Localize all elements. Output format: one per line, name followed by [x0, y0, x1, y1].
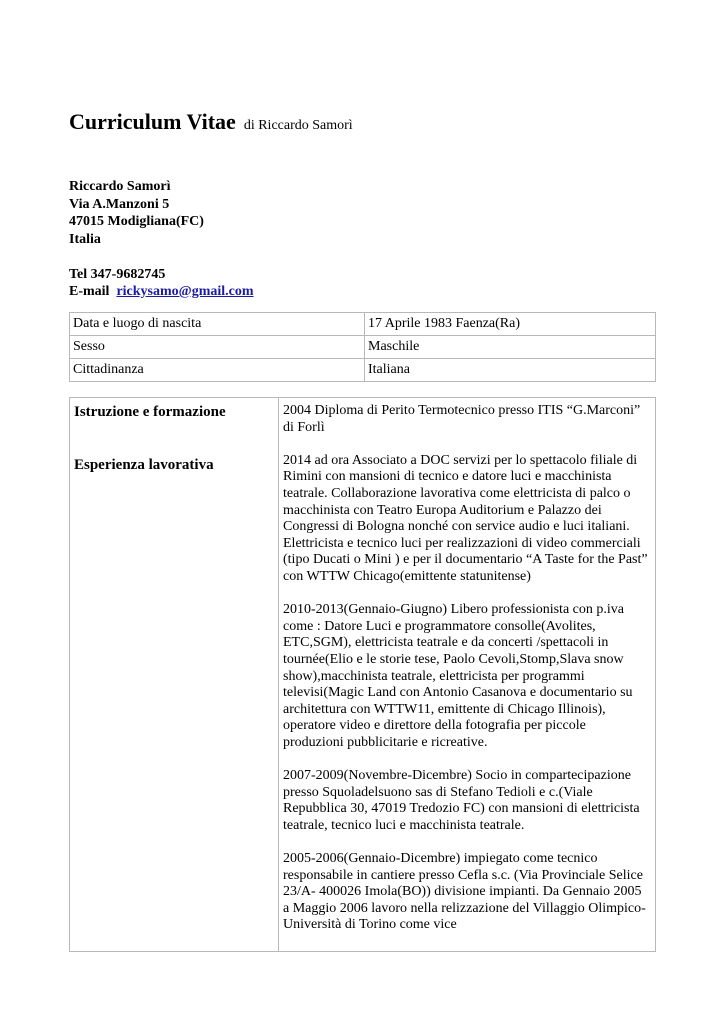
table-cell-value: 17 Aprile 1983 Faenza(Ra)	[365, 313, 656, 336]
education-experience-table	[69, 397, 656, 952]
document-title: Curriculum Vitae	[69, 109, 236, 134]
section-headings-cell	[70, 398, 279, 952]
entries-cell	[279, 398, 656, 952]
table-cell-value: Italiana	[365, 359, 656, 382]
table-cell-label: Cittadinanza	[70, 359, 365, 382]
experience-entry: 2010-2013(Gennaio-Giugno) Libero professionista con p.iva come : Datore Luci e programmatore consolle(Avolites, ETC,SGM), elettricista teatrale e da concerti /spettacoli in tournée(Elio e le storie tese, Paolo Cevoli,Stomp,Slava snow show),macchinista teatrale, elettricista per programmi televisi(Magic Land con Antonio Casanova e documentario su architettura con WTTW11, emittente di Chicago Illinois), operatore video e direttore della fotografia per piccole produzioni pubblicitarie e ricreative.	[283, 602, 633, 750]
contact-phone: Tel 347-9682745	[69, 266, 166, 282]
contact-block	[69, 178, 254, 301]
contact-country: Italia	[69, 231, 101, 247]
experience-entry: 2014 ad ora Associato a DOC servizi per lo spettacolo filiale di Rimini con mansioni di tecnico e datore luci e macchinista teatrale. Collaborazione lavorativa come elettricista di palco o macchinista con Teatro Europa Auditorium e Palazzo dei Congressi di Bologna nonché con service audio e luci italiani. Elettricista e tecnico luci per realizzazioni di video commerciali (tipo Ducati o Mini ) e per il documentario “A Taste for the Past” con WTTW Chicago(emittente statunitense)	[283, 452, 648, 584]
email-label: E-mail	[69, 284, 110, 299]
personal-info-table	[69, 312, 656, 382]
email-link[interactable]: rickysamo@gmail.com	[116, 284, 254, 299]
table-cell-value: Maschile	[365, 336, 656, 359]
experience-entry: 2005-2006(Gennaio-Dicembre) impiegato come tecnico responsabile in cantiere presso Cefla s.c. (Via Provinciale Selice 23/A- 400026 Imola(BO)) divisione impianti. Da Gennaio 2005 a Maggio 2006 lavoro nella relizzazione del Villaggio Olimpico-Università di Torino come vice	[283, 851, 646, 933]
table-row	[70, 336, 656, 359]
education-heading: Istruzione e formazione	[74, 404, 226, 420]
contact-city: 47015 Modigliana(FC)	[69, 214, 204, 229]
page-title	[69, 100, 353, 137]
contact-street: Via A.Manzoni 5	[69, 196, 170, 212]
education-entry: 2004 Diploma di Perito Termotecnico presso ITIS “G.Marconi” di Forlì	[283, 403, 641, 435]
spacer	[69, 248, 254, 266]
contact-name: Riccardo Samorì	[69, 179, 171, 194]
table-row	[70, 359, 656, 382]
table-cell-label: Sesso	[70, 336, 365, 359]
table-row	[70, 313, 656, 336]
document-subtitle: di Riccardo Samorì	[243, 118, 353, 133]
experience-entry: 2007-2009(Novembre-Dicembre) Socio in compartecipazione presso Squoladelsuono sas di Stefano Tedioli e c.(Viale Repubblica 30, 47019 Tredozio FC) con mansioni di elettricista teatrale, tecnico luci e macchinista teatrale.	[283, 768, 640, 833]
table-cell-label: Data e luogo di nascita	[70, 313, 365, 336]
experience-heading: Esperienza lavorativa	[74, 457, 214, 473]
contact-email-line	[69, 283, 254, 301]
table-row	[70, 398, 656, 952]
